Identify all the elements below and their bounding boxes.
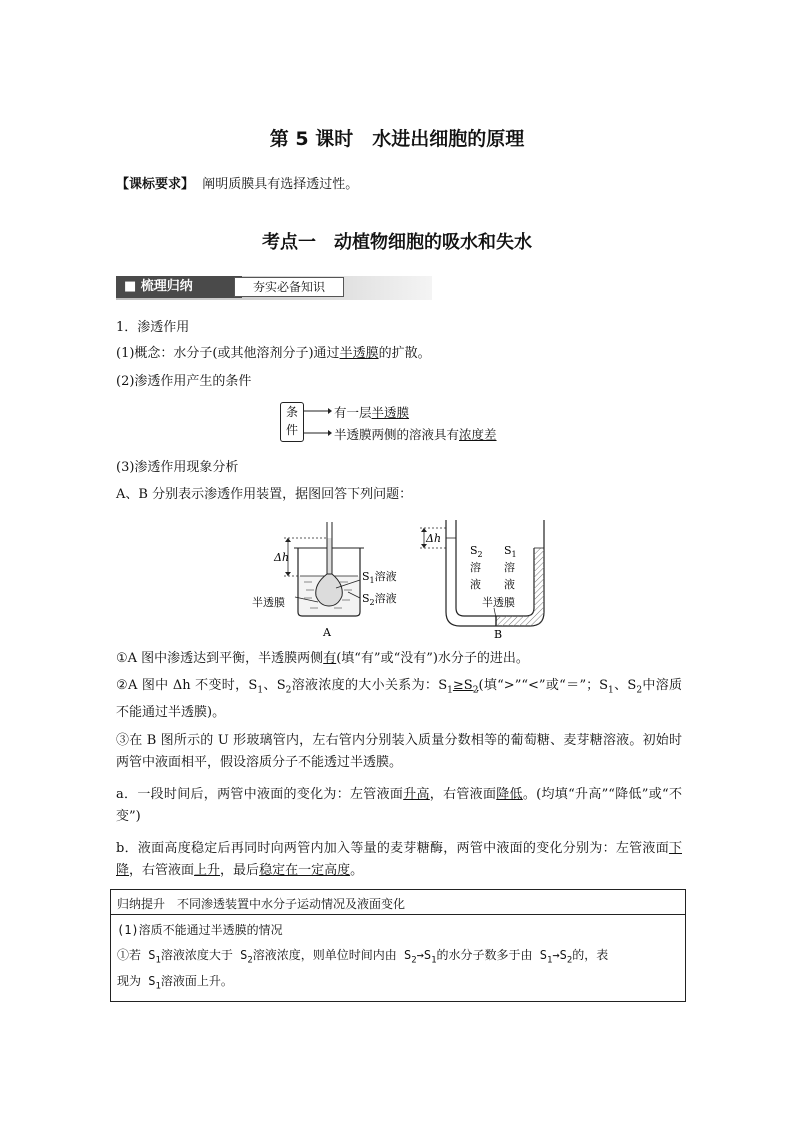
section-title: 考点一 动植物细胞的吸水和失水 [262, 232, 532, 253]
figure-b [412, 518, 562, 640]
text: (填“有”或“没有”)水分子的进出。 [336, 651, 529, 666]
text: 有一层 [334, 405, 372, 420]
sub: 1 [608, 685, 614, 696]
svg-text:S1溶液 [362, 569, 397, 585]
phenomenon-heading: (3)渗透作用现象分析 [116, 460, 239, 475]
answer: 半透膜 [339, 346, 379, 361]
text: ，最后 [220, 863, 260, 878]
requirement-text: 阐明质膜具有选择透过性。 [202, 177, 359, 192]
curriculum-requirement [116, 173, 358, 192]
answer: 下降 [116, 841, 682, 878]
condition-2 [334, 425, 497, 443]
figb-rong-right: 溶 [504, 561, 515, 574]
sub: 2 [636, 685, 643, 696]
text: 的水分子数多于由 S [436, 948, 547, 962]
text: 。(均填“升高”“降低”或“不变”) [116, 787, 682, 824]
condition-heading: (2)渗透作用产生的条件 [116, 374, 252, 389]
summary-box [110, 889, 686, 1002]
text: →S [552, 948, 567, 962]
figb-s2-sub: 2 [477, 550, 483, 559]
arrows [304, 402, 332, 442]
figa-s2-sub: 2 [369, 598, 375, 607]
figa-s1-text: 溶液 [374, 570, 397, 583]
text: (1)概念：水分子(或其他溶剂分子)通过 [116, 346, 340, 361]
figa-dh: Δh [274, 551, 290, 564]
text: a．一段时间后，两管中液面的变化为：左管液面 [116, 787, 404, 802]
banner-right: 夯实必备知识 [234, 277, 344, 297]
sub: 1 [447, 685, 453, 696]
banner-left: ■ 梳理归纳 [116, 276, 242, 298]
text: 中溶质不能通过半透膜)。 [116, 678, 683, 720]
text: 。 [350, 863, 364, 878]
svg-text:S2 [470, 544, 483, 559]
question-3b [116, 838, 682, 882]
figb-s1: S [504, 544, 512, 557]
text: →S [416, 948, 432, 962]
sub: 1 [257, 685, 264, 696]
summary-line-2 [117, 946, 608, 965]
answer: 升高 [403, 787, 430, 802]
text: 溶液面上升。 [160, 974, 233, 988]
sub: 2 [247, 955, 253, 966]
figb-label: B [494, 628, 503, 640]
text: 的扩散。 [378, 346, 431, 361]
sub: 1 [155, 981, 161, 992]
text: b．液面高度稳定后再同时向两管内加入等量的麦芽糖酶，两管中液面的变化分别为：左管液面 [116, 841, 669, 856]
figure-a [248, 518, 418, 640]
concept-line [116, 344, 431, 364]
text: ，右管液面 [429, 787, 497, 802]
figa-s1-sub: 1 [369, 576, 375, 585]
figb-membrane: 半透膜 [482, 596, 515, 609]
figa-s1: S [362, 570, 370, 583]
text: 溶液浓度的大小关系为：S [291, 678, 448, 693]
text: ，右管液面 [129, 863, 195, 878]
sub: 1 [546, 955, 553, 966]
figa-membrane: 半透膜 [252, 596, 285, 609]
text: 、S [263, 678, 286, 693]
text: (填“>”“<”或“＝”；S [478, 678, 609, 693]
sub: 1 [155, 955, 161, 966]
answer: 稳定在一定高度 [259, 863, 351, 878]
sub: 2 [411, 955, 417, 966]
page-title: 第 5 课时 水进出细胞的原理 [269, 128, 525, 150]
section-banner [116, 276, 432, 300]
summary-line-1: (1)溶质不能通过半透膜的情况 [117, 923, 283, 937]
answer: 上升 [194, 863, 221, 878]
text: 溶液浓度大于 S [160, 948, 248, 962]
condition-1 [334, 403, 409, 421]
sub: 2 [566, 955, 573, 966]
sub: 2 [472, 685, 479, 696]
text: 、S [613, 678, 637, 693]
svg-text:S2溶液 [362, 591, 397, 607]
text: ②A 图中 Δh 不变时，S [116, 678, 258, 693]
answer: 半透膜 [371, 405, 410, 420]
answer: 有 [323, 651, 337, 666]
text: 溶液浓度，则单位时间内由 S [252, 948, 412, 962]
heading-osmosis: 1．渗透作用 [116, 320, 190, 335]
figb-s2: S [470, 544, 478, 557]
figb-ye-right: 液 [504, 578, 515, 591]
figb-s1-sub: 1 [511, 550, 517, 559]
text: 现为 S [117, 974, 156, 988]
figa-label: A [323, 626, 331, 639]
question-1 [116, 648, 682, 670]
figb-dh: Δh [426, 532, 442, 545]
answer: 降低 [496, 787, 523, 802]
answer: ≥S [452, 678, 473, 693]
sub: 2 [285, 685, 292, 696]
question-3: ③在 B 图所示的 U 形玻璃管内，左右管内分别装入质量分数相等的葡萄糖、麦芽糖溶液。初始时两管中液面相平，假设溶质分子不能透过半透膜。 [116, 733, 682, 770]
figa-s2-text: 溶液 [374, 592, 397, 605]
requirement-label: 【课标要求】 [116, 177, 195, 192]
summary-title: 归纳提升 不同渗透装置中水分子运动情况及液面变化 [117, 897, 406, 911]
answer: 浓度差 [459, 427, 497, 442]
question-3a [116, 784, 682, 828]
figb-ye-left: 液 [470, 578, 481, 591]
text: ①A 图中渗透达到平衡，半透膜两侧 [116, 651, 324, 666]
text: 的，表 [572, 948, 609, 962]
summary-divider [111, 914, 685, 915]
figure-intro: A、B 分别表示渗透作用装置，据图回答下列问题： [116, 487, 413, 502]
condition-box: 条件 [280, 402, 304, 442]
text: ①若 S [117, 948, 156, 962]
figb-rong-left: 溶 [470, 561, 481, 574]
svg-text:S1 [504, 544, 517, 559]
figa-s2: S [362, 592, 370, 605]
summary-line-3 [117, 972, 233, 991]
sub: 1 [431, 955, 437, 966]
question-2 [116, 675, 682, 724]
text: 半透膜两侧的溶液具有 [334, 427, 460, 442]
